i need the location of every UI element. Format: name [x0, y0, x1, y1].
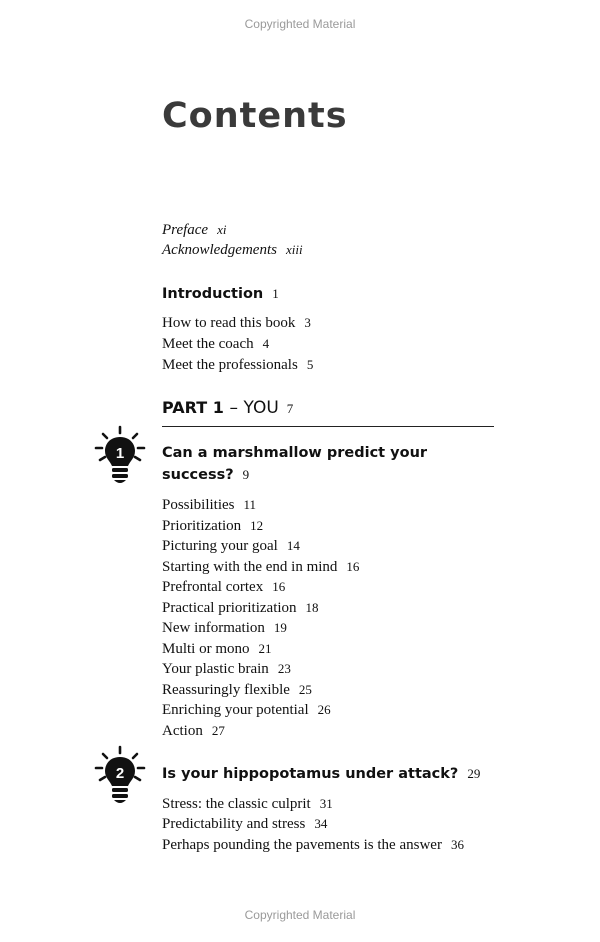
toc-entry-page: 25: [298, 682, 312, 697]
toc-entry-page: 26: [317, 702, 331, 717]
chapter-title: Is your hippopotamus under attack?: [162, 766, 459, 782]
toc-entry-title: Enriching your potential: [162, 702, 309, 718]
toc-entry-title: Acknowledgements: [162, 242, 277, 258]
toc-entry-page: 18: [305, 600, 319, 615]
lightbulb-icon: [93, 425, 147, 487]
toc-entry-page: 4: [262, 336, 270, 351]
toc-entry-title: Meet the professionals: [162, 357, 298, 373]
toc-entry[interactable]: [162, 496, 256, 514]
toc-entry[interactable]: [162, 660, 291, 678]
toc-entry-page: 27: [211, 723, 225, 738]
chapter-number: 1: [115, 445, 125, 462]
toc-entry-page: 16: [272, 579, 286, 594]
toc-entry-page: 21: [258, 641, 272, 656]
toc-entry[interactable]: [162, 314, 311, 332]
lightbulb-icon: [93, 745, 147, 807]
toc-entry-title: Starting with the end in mind: [162, 559, 338, 575]
toc-entry-title: New information: [162, 620, 265, 636]
toc-section-introduction[interactable]: [162, 283, 279, 305]
page-title: Contents: [162, 96, 348, 136]
toc-entry-title: Picturing your goal: [162, 538, 278, 554]
toc-entry[interactable]: [162, 722, 225, 740]
toc-entry-page: 11: [243, 497, 257, 512]
toc-chapter-1-line2[interactable]: [162, 464, 249, 486]
toc-entry-page: xi: [217, 222, 227, 237]
toc-entry-page: 3: [304, 315, 311, 330]
part-label: PART 1: [162, 398, 224, 417]
toc-entry-title: Prefrontal cortex: [162, 579, 264, 595]
part-divider: [162, 426, 494, 427]
toc-entry-page: 5: [306, 357, 314, 372]
toc-entry[interactable]: [162, 517, 263, 535]
toc-entry-title: Predictability and stress: [162, 816, 306, 832]
toc-entry-page: 34: [314, 816, 328, 831]
toc-entry[interactable]: [162, 578, 285, 596]
chapter-page: 9: [242, 467, 250, 482]
toc-entry-title: Multi or mono: [162, 641, 250, 657]
toc-entry[interactable]: [162, 815, 327, 833]
toc-entry[interactable]: [162, 599, 319, 617]
chapter-title: success?: [162, 467, 234, 483]
toc-entry[interactable]: [162, 537, 300, 555]
toc-chapter-1[interactable]: [162, 443, 427, 464]
toc-entry-page: 23: [277, 661, 291, 676]
toc-part-1[interactable]: [162, 398, 293, 418]
toc-entry-page: 12: [250, 518, 264, 533]
toc-entry[interactable]: [162, 558, 359, 576]
toc-entry[interactable]: [162, 681, 312, 699]
toc-entry-title: Your plastic brain: [162, 661, 269, 677]
toc-entry-page: 19: [273, 620, 287, 635]
toc-entry-acknowledgements[interactable]: [162, 241, 303, 259]
part-page: 7: [286, 401, 294, 416]
watermark-bottom: Copyrighted Material: [244, 908, 356, 922]
toc-entry-title: Prioritization: [162, 518, 242, 534]
toc-entry-page: 14: [286, 538, 300, 553]
toc-entry-title: Reassuringly flexible: [162, 682, 290, 698]
toc-entry[interactable]: [162, 356, 313, 374]
toc-entry[interactable]: [162, 619, 287, 637]
toc-entry-page: 36: [450, 837, 464, 852]
toc-entry-preface[interactable]: [162, 221, 226, 239]
toc-entry-title: How to read this book: [162, 315, 296, 331]
toc-entry-title: Preface: [162, 222, 209, 238]
toc-entry-page: 16: [346, 559, 360, 574]
section-page: 1: [272, 286, 279, 301]
chapter-title: Can a marshmallow predict your: [162, 445, 428, 461]
toc-entry-page: xiii: [285, 242, 303, 257]
toc-entry[interactable]: [162, 640, 272, 658]
toc-chapter-2[interactable]: [162, 763, 480, 785]
watermark-top: Copyrighted Material: [244, 17, 356, 31]
part-dash: –: [229, 398, 238, 418]
part-name: YOU: [243, 398, 279, 418]
section-title: Introduction: [162, 286, 264, 302]
toc-entry-title: Meet the coach: [162, 336, 254, 352]
toc-entry-title: Action: [162, 723, 203, 739]
toc-entry[interactable]: [162, 701, 331, 719]
toc-entry-title: Practical prioritization: [162, 600, 297, 616]
toc-entry-title: Stress: the classic culprit: [162, 796, 311, 812]
chapter-page: 29: [467, 766, 481, 781]
chapter-number: 2: [115, 765, 125, 782]
toc-entry-page: 31: [319, 796, 333, 811]
toc-entry-title: Perhaps pounding the pavements is the answer: [162, 837, 442, 853]
toc-entry-title: Possibilities: [162, 497, 235, 513]
toc-entry[interactable]: [162, 335, 269, 353]
toc-entry[interactable]: [162, 836, 464, 854]
toc-entry[interactable]: [162, 795, 333, 813]
